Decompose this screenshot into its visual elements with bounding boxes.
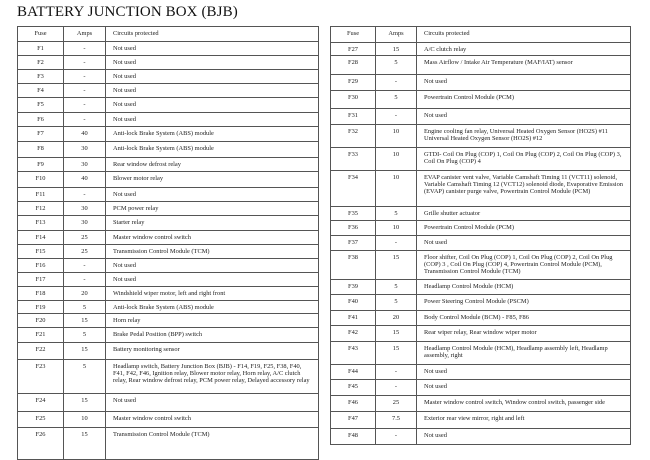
- fuse-cell: F21: [18, 328, 64, 343]
- fuse-cell: F47: [331, 412, 376, 429]
- circuits-cell: Starter relay: [106, 216, 319, 231]
- amps-cell: 15: [376, 43, 417, 56]
- table-row: [331, 207, 631, 221]
- fuse-cell: F42: [331, 326, 376, 342]
- fuse-cell: F45: [331, 380, 376, 396]
- fuse-cell: F33: [331, 148, 376, 171]
- amps-cell: -: [64, 98, 106, 113]
- amps-cell: 20: [64, 287, 106, 301]
- circuits-cell: Not used: [417, 365, 631, 380]
- fuse-cell: F18: [18, 287, 64, 301]
- amps-cell: -: [64, 273, 106, 287]
- fuse-cell: F32: [331, 125, 376, 148]
- circuits-cell: Body Control Module (BCM) - F85, F86: [417, 311, 631, 326]
- amps-cell: 40: [64, 172, 106, 188]
- circuits-cell: Not used: [417, 75, 631, 91]
- amps-cell: -: [376, 380, 417, 396]
- table-row: [18, 301, 319, 314]
- fuse-cell: F15: [18, 245, 64, 259]
- circuits-cell: Blower motor relay: [106, 172, 319, 188]
- header-circuits: Circuits protected: [417, 27, 631, 43]
- circuits-cell: Not used: [106, 394, 319, 412]
- circuits-cell: Not used: [106, 259, 319, 273]
- table-row: [331, 326, 631, 342]
- amps-cell: 15: [64, 394, 106, 412]
- amps-cell: -: [376, 429, 417, 445]
- fuse-cell: F6: [18, 113, 64, 127]
- amps-cell: -: [64, 42, 106, 56]
- amps-cell: 5: [376, 295, 417, 311]
- amps-cell: 10: [376, 221, 417, 236]
- amps-cell: 5: [376, 280, 417, 295]
- amps-cell: 7.5: [376, 412, 417, 429]
- table-row: [331, 236, 631, 251]
- header-amps: Amps: [376, 27, 417, 43]
- circuits-cell: Not used: [106, 113, 319, 127]
- circuits-cell: Master window control switch, Window control switch, passenger side: [417, 396, 631, 412]
- amps-cell: 5: [376, 56, 417, 75]
- amps-cell: 30: [64, 216, 106, 231]
- amps-cell: -: [376, 75, 417, 91]
- table-row: [18, 56, 319, 70]
- fuse-cell: F10: [18, 172, 64, 188]
- amps-cell: -: [64, 84, 106, 98]
- table-row: [331, 396, 631, 412]
- fuse-cell: F9: [18, 158, 64, 172]
- table-row: [18, 172, 319, 188]
- fuse-cell: F20: [18, 314, 64, 328]
- table-row: [331, 171, 631, 207]
- circuits-cell: Transmission Control Module (TCM): [106, 428, 319, 460]
- table-row: [18, 231, 319, 245]
- table-row: [331, 91, 631, 109]
- circuits-cell: Power Steering Control Module (PSCM): [417, 295, 631, 311]
- fuse-cell: F34: [331, 171, 376, 207]
- fuse-table-right: [330, 26, 631, 445]
- fuse-cell: F26: [18, 428, 64, 460]
- amps-cell: 15: [64, 314, 106, 328]
- table-row: [331, 148, 631, 171]
- circuits-cell: GTDI- Coil On Plug (COP) 1, Coil On Plug (COP) 2, Coil On Plug (COP) 3, Coil On Plug (COP) 4: [417, 148, 631, 171]
- circuits-cell: Horn relay: [106, 314, 319, 328]
- circuits-cell: EVAP canister vent valve, Variable Camshaft Timing 11 (VCT11) solenoid, Variable Camshaft Timing 12 (VCT12) solenoid diode, Evaporative Emission (EVAP) canister purge valve, Powertrain Control Module (PCM): [417, 171, 631, 207]
- circuits-cell: Brake Pedal Position (BPP) switch: [106, 328, 319, 343]
- fuse-cell: F7: [18, 127, 64, 142]
- circuits-cell: Anti-lock Brake System (ABS) module: [106, 301, 319, 314]
- circuits-cell: Not used: [106, 56, 319, 70]
- circuits-cell: Mass Airflow / Intake Air Temperature (MAF/IAT) sensor: [417, 56, 631, 75]
- amps-cell: 30: [64, 142, 106, 158]
- circuits-cell: Exterior rear view mirror, right and left: [417, 412, 631, 429]
- amps-cell: 30: [64, 202, 106, 216]
- amps-cell: 10: [376, 148, 417, 171]
- circuits-cell: Rear wiper relay, Rear window wiper motor: [417, 326, 631, 342]
- fuse-cell: F1: [18, 42, 64, 56]
- table-row: [18, 142, 319, 158]
- table-row: [331, 380, 631, 396]
- page-title: BATTERY JUNCTION BOX (BJB): [17, 4, 238, 20]
- circuits-cell: Rear window defrost relay: [106, 158, 319, 172]
- fuse-cell: F43: [331, 342, 376, 365]
- fuse-cell: F12: [18, 202, 64, 216]
- header-fuse: Fuse: [331, 27, 376, 43]
- table-row: [331, 365, 631, 380]
- amps-cell: 5: [376, 207, 417, 221]
- amps-cell: 20: [376, 311, 417, 326]
- table-header-row: [331, 27, 631, 43]
- circuits-cell: Master window control switch: [106, 231, 319, 245]
- table-row: [18, 314, 319, 328]
- fuse-cell: F24: [18, 394, 64, 412]
- table-row: [331, 109, 631, 125]
- circuits-cell: Anti-lock Brake System (ABS) module: [106, 127, 319, 142]
- fuse-cell: F41: [331, 311, 376, 326]
- table-row: [331, 412, 631, 429]
- fuse-cell: F4: [18, 84, 64, 98]
- table-row: [18, 412, 319, 428]
- circuits-cell: A/C clutch relay: [417, 43, 631, 56]
- amps-cell: 15: [376, 342, 417, 365]
- fuse-cell: F48: [331, 429, 376, 445]
- header-amps: Amps: [64, 27, 106, 42]
- amps-cell: -: [376, 365, 417, 380]
- circuits-cell: Powertrain Control Module (PCM): [417, 91, 631, 109]
- circuits-cell: Headlamp Control Module (HCM): [417, 280, 631, 295]
- fuse-table-left: [17, 26, 319, 460]
- circuits-cell: Anti-lock Brake System (ABS) module: [106, 142, 319, 158]
- fuse-cell: F30: [331, 91, 376, 109]
- circuits-cell: Windshield wiper motor, left and right front: [106, 287, 319, 301]
- circuits-cell: Not used: [106, 42, 319, 56]
- amps-cell: -: [376, 236, 417, 251]
- circuits-cell: Engine cooling fan relay, Universal Heated Oxygen Sensor (HO2S) #11 Universal Heated Oxygen Sensor (HO2S) #12: [417, 125, 631, 148]
- circuits-cell: Master window control switch: [106, 412, 319, 428]
- fuse-cell: F25: [18, 412, 64, 428]
- fuse-cell: F36: [331, 221, 376, 236]
- table-row: [18, 84, 319, 98]
- amps-cell: 25: [64, 231, 106, 245]
- table-row: [18, 273, 319, 287]
- fuse-cell: F35: [331, 207, 376, 221]
- circuits-cell: Not used: [106, 188, 319, 202]
- table-row: [18, 202, 319, 216]
- table-row: [18, 343, 319, 360]
- fuse-cell: F3: [18, 70, 64, 84]
- fuse-cell: F27: [331, 43, 376, 56]
- table-row: [331, 280, 631, 295]
- fuse-cell: F19: [18, 301, 64, 314]
- table-row: [18, 113, 319, 127]
- fuse-cell: F8: [18, 142, 64, 158]
- amps-cell: 10: [64, 412, 106, 428]
- amps-cell: -: [376, 109, 417, 125]
- circuits-cell: PCM power relay: [106, 202, 319, 216]
- fuse-cell: F46: [331, 396, 376, 412]
- table-row: [18, 245, 319, 259]
- amps-cell: 25: [64, 245, 106, 259]
- fuse-cell: F22: [18, 343, 64, 360]
- amps-cell: 10: [376, 171, 417, 207]
- fuse-cell: F2: [18, 56, 64, 70]
- table-row: [18, 98, 319, 113]
- amps-cell: -: [64, 188, 106, 202]
- table-header-row: [18, 27, 319, 42]
- fuse-cell: F23: [18, 360, 64, 394]
- table-row: [18, 360, 319, 394]
- amps-cell: 30: [64, 158, 106, 172]
- table-row: [18, 158, 319, 172]
- table-row: [18, 216, 319, 231]
- circuits-cell: Not used: [106, 98, 319, 113]
- fuse-cell: F29: [331, 75, 376, 91]
- table-row: [18, 188, 319, 202]
- table-row: [18, 42, 319, 56]
- table-row: [331, 342, 631, 365]
- amps-cell: 40: [64, 127, 106, 142]
- table-row: [331, 251, 631, 280]
- fuse-cell: F5: [18, 98, 64, 113]
- amps-cell: 5: [64, 328, 106, 343]
- table-row: [18, 328, 319, 343]
- amps-cell: -: [64, 259, 106, 273]
- circuits-cell: Powertrain Control Module (PCM): [417, 221, 631, 236]
- table-row: [331, 221, 631, 236]
- circuits-cell: Not used: [106, 84, 319, 98]
- amps-cell: -: [64, 70, 106, 84]
- amps-cell: 15: [64, 428, 106, 460]
- circuits-cell: Not used: [106, 70, 319, 84]
- table-row: [331, 295, 631, 311]
- circuits-cell: Battery monitoring sensor: [106, 343, 319, 360]
- table-row: [18, 428, 319, 460]
- fuse-cell: F31: [331, 109, 376, 125]
- circuits-cell: Transmission Control Module (TCM): [106, 245, 319, 259]
- table-row: [18, 394, 319, 412]
- circuits-cell: Floor shifter, Coil On Plug (COP) 1, Coil On Plug (COP) 2, Coil On Plug (COP) 3 , Coil On Plug (COP) 4, Powertrain Control Module (PCM), Transmission Control Module (TCM): [417, 251, 631, 280]
- table-row: [331, 56, 631, 75]
- table-row: [18, 259, 319, 273]
- fuse-cell: F11: [18, 188, 64, 202]
- amps-cell: -: [64, 56, 106, 70]
- amps-cell: -: [64, 113, 106, 127]
- table-row: [18, 287, 319, 301]
- table-row: [331, 75, 631, 91]
- fuse-cell: F13: [18, 216, 64, 231]
- fuse-cell: F39: [331, 280, 376, 295]
- amps-cell: 15: [376, 326, 417, 342]
- circuits-cell: Not used: [106, 273, 319, 287]
- fuse-cell: F38: [331, 251, 376, 280]
- fuse-cell: F14: [18, 231, 64, 245]
- header-fuse: Fuse: [18, 27, 64, 42]
- amps-cell: 5: [64, 301, 106, 314]
- circuits-cell: Grille shutter actuator: [417, 207, 631, 221]
- amps-cell: 5: [376, 91, 417, 109]
- circuits-cell: Headlamp Control Module (HCM), Headlamp assembly left, Headlamp assembly, right: [417, 342, 631, 365]
- amps-cell: 15: [376, 251, 417, 280]
- circuits-cell: Not used: [417, 380, 631, 396]
- amps-cell: 15: [64, 343, 106, 360]
- table-row: [331, 125, 631, 148]
- amps-cell: 5: [64, 360, 106, 394]
- fuse-cell: F40: [331, 295, 376, 311]
- table-row: [331, 429, 631, 445]
- circuits-cell: Not used: [417, 109, 631, 125]
- fuse-cell: F16: [18, 259, 64, 273]
- fuse-cell: F17: [18, 273, 64, 287]
- fuse-cell: F37: [331, 236, 376, 251]
- circuits-cell: Not used: [417, 429, 631, 445]
- circuits-cell: Headlamp switch, Battery Junction Box (BJB) - F14, F19, F25, F38, F40, F41, F42, F46, Ignition relay, Blower motor relay, Horn relay, A/C clutch relay, Rear window defrost relay, PCM power relay, Delayed accessory relay: [106, 360, 319, 394]
- amps-cell: 10: [376, 125, 417, 148]
- circuits-cell: Not used: [417, 236, 631, 251]
- amps-cell: 25: [376, 396, 417, 412]
- header-circuits: Circuits protected: [106, 27, 319, 42]
- table-row: [331, 43, 631, 56]
- fuse-cell: F28: [331, 56, 376, 75]
- table-row: [18, 127, 319, 142]
- table-row: [331, 311, 631, 326]
- fuse-cell: F44: [331, 365, 376, 380]
- table-row: [18, 70, 319, 84]
